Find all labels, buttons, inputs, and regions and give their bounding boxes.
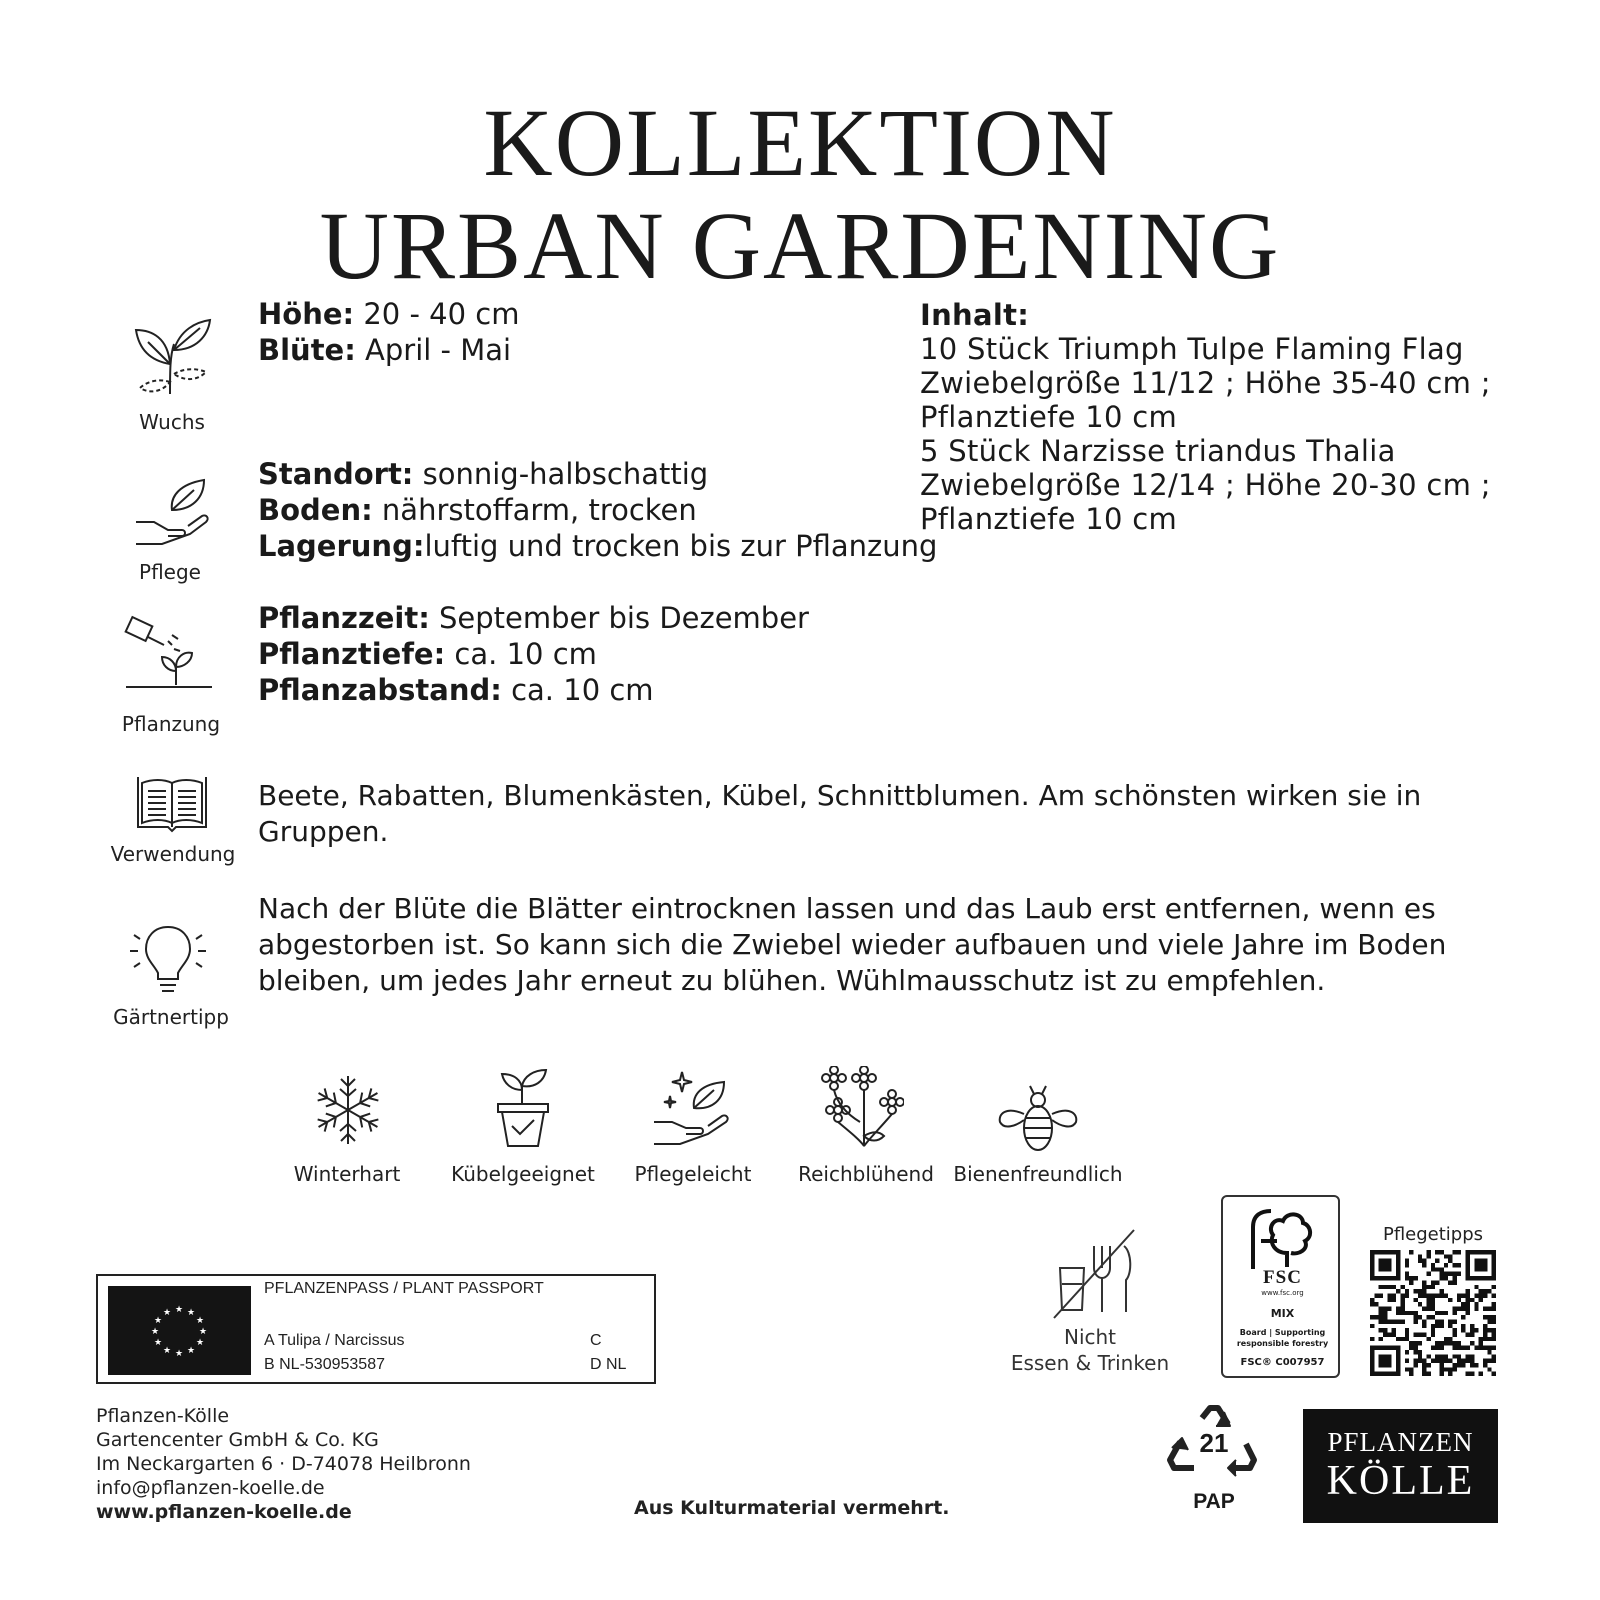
svg-text:★: ★ <box>153 1338 163 1348</box>
pflanzabstand-key: Pflanzabstand: <box>258 673 502 707</box>
pflege-details <box>258 456 937 564</box>
bee-icon <box>996 1080 1080 1156</box>
standort-row <box>258 456 937 492</box>
svg-text:★: ★ <box>195 1316 205 1326</box>
passport-b: B NL-530953587 <box>264 1356 385 1373</box>
pflanztiefe-row <box>258 636 809 672</box>
boden-key: Boden: <box>258 493 373 527</box>
light-bulb-icon <box>126 923 210 993</box>
feature-label: Winterhart <box>293 1162 401 1186</box>
bluete-key: Blüte: <box>258 333 356 367</box>
open-book-icon <box>134 773 210 835</box>
plant-growth-icon <box>130 316 214 396</box>
address-line: Pflanzen-Kölle <box>96 1405 230 1427</box>
pflanzzeit-value: September bis Dezember <box>429 601 809 635</box>
pflanzzeit-row <box>258 600 809 636</box>
brand-logo <box>1303 1409 1498 1523</box>
svg-text:★: ★ <box>174 1305 184 1315</box>
svg-text:★: ★ <box>153 1316 163 1326</box>
address-line: Im Neckargarten 6 · D-74078 Heilbronn <box>96 1453 471 1475</box>
feature-label: Kübelgeeignet <box>451 1162 595 1186</box>
inhalt-line: Pflanztiefe 10 cm <box>920 502 1178 536</box>
snowflake-icon <box>310 1072 386 1148</box>
plant-pot-check-icon <box>492 1066 554 1150</box>
lagerung-value: luftig und trocken bis zur Pflanzung <box>424 529 938 563</box>
pflege-label: Pflege <box>139 560 201 584</box>
eu-flag-icon <box>108 1286 251 1375</box>
hoehe-key: Höhe: <box>258 297 355 331</box>
svg-text:★: ★ <box>174 1349 184 1359</box>
recycling-number: 21 <box>1199 1428 1229 1458</box>
svg-text:★: ★ <box>162 1308 172 1318</box>
pflanzung-details <box>258 600 809 708</box>
pflanzabstand-row <box>258 672 809 708</box>
pflanztiefe-key: Pflanztiefe: <box>258 637 446 671</box>
feature-label: Pflegeleicht <box>634 1162 752 1186</box>
inhalt-line: 10 Stück Triumph Tulpe Flaming Flag <box>920 332 1464 366</box>
pflanzzeit-key: Pflanzzeit: <box>258 601 430 635</box>
feature-label: Reichblühend <box>798 1162 934 1186</box>
fsc-mix: MIX <box>1270 1307 1295 1320</box>
footer-note: Aus Kulturmaterial vermehrt. <box>634 1497 950 1519</box>
hoehe-value: 20 - 40 cm <box>354 297 520 331</box>
verwendung-label: Verwendung <box>110 842 236 866</box>
svg-text:★: ★ <box>150 1327 160 1337</box>
passport-header: PFLANZENPASS / PLANT PASSPORT <box>264 1280 544 1297</box>
title-line-1: KOLLEKTION <box>483 89 1117 196</box>
qr-label: Pflegetipps <box>1382 1224 1484 1245</box>
inhalt-line: Pflanztiefe 10 cm <box>920 400 1178 434</box>
address-line: Gartencenter GmbH & Co. KG <box>96 1429 379 1451</box>
boden-row <box>258 492 937 528</box>
pflanzabstand-value: ca. 10 cm <box>501 673 654 707</box>
svg-text:★: ★ <box>198 1327 208 1337</box>
wuchs-label: Wuchs <box>139 410 205 434</box>
feature-label: Bienenfreundlich <box>953 1162 1123 1186</box>
gaertnertipp-text: Nach der Blüte die Blätter eintrocknen lassen und das Laub erst entfernen, wenn es abgestorben ist. So kann sich die Zwiebel wieder aufbauen und viele Jahre im Boden bleiben, um jedes Jahr erneut zu blühen. Wühlmausschutz ist zu empfehlen. <box>258 892 1447 997</box>
verwendung-text: Beete, Rabatten, Blumenkästen, Kübel, Schnittblumen. Am schönsten wirken sie in Gruppen. <box>258 779 1422 848</box>
svg-text:★: ★ <box>186 1346 196 1356</box>
fsc-line-2: responsible forestry <box>1236 1339 1329 1348</box>
fsc-line-1: Board | Supporting <box>1239 1328 1326 1337</box>
standort-key: Standort: <box>258 457 414 491</box>
lagerung-key: Lagerung: <box>258 529 425 563</box>
passport-d: D NL <box>590 1356 627 1373</box>
inhalt-line: Zwiebelgröße 11/12 ; Höhe 35-40 cm ; <box>920 366 1491 400</box>
website-link[interactable]: www.pflanzen-koelle.de <box>96 1501 352 1523</box>
boden-value: nährstoffarm, trocken <box>372 493 697 527</box>
inhalt-block <box>920 298 1491 536</box>
bluete-value: April - Mai <box>355 333 512 367</box>
lagerung-row <box>258 528 937 564</box>
recycling-code: PAP <box>1193 1490 1235 1513</box>
inhalt-line: 5 Stück Narzisse triandus Thalia <box>920 434 1396 468</box>
inhalt-line: Zwiebelgröße 12/14 ; Höhe 20-30 cm ; <box>920 468 1491 502</box>
svg-text:★: ★ <box>195 1338 205 1348</box>
passport-c: C <box>590 1332 602 1349</box>
svg-text:★: ★ <box>162 1346 172 1356</box>
wuchs-details <box>258 296 519 368</box>
logo-line-1: PFLANZEN <box>1327 1427 1474 1457</box>
address-block <box>96 1404 471 1524</box>
no-food-drink-icon <box>1050 1228 1138 1320</box>
hand-leaf-icon <box>132 478 212 548</box>
hand-sparkle-leaf-icon <box>652 1068 732 1148</box>
fsc-brand: FSC <box>1263 1267 1302 1288</box>
passport-a: A Tulipa / Narcissus <box>264 1332 405 1349</box>
flowers-icon <box>820 1066 904 1150</box>
pflanztiefe-value: ca. 10 cm <box>445 637 597 671</box>
fsc-label <box>1221 1195 1340 1378</box>
fsc-url: www.fsc.org <box>1261 1289 1304 1297</box>
qr-code-icon[interactable] <box>1370 1250 1496 1380</box>
logo-line-2: KÖLLE <box>1326 1458 1475 1504</box>
svg-text:★: ★ <box>186 1308 196 1318</box>
standort-value: sonnig-halbschattig <box>413 457 709 491</box>
watering-can-icon <box>124 613 216 693</box>
email-link[interactable]: info@pflanzen-koelle.de <box>96 1477 325 1499</box>
pflanzung-label: Pflanzung <box>121 712 221 736</box>
not-edible-line-1: Nicht <box>1063 1325 1117 1349</box>
title-line-2: URBAN GARDENING <box>319 192 1281 299</box>
hoehe-row <box>258 296 519 332</box>
fsc-code: FSC® C007957 <box>1240 1357 1325 1368</box>
not-edible-line-2: Essen & Trinken <box>1010 1351 1170 1375</box>
inhalt-heading: Inhalt: <box>920 298 1030 332</box>
bluete-row <box>258 332 519 368</box>
plant-passport <box>96 1274 656 1384</box>
gaertnertipp-label: Gärtnertipp <box>113 1005 229 1029</box>
